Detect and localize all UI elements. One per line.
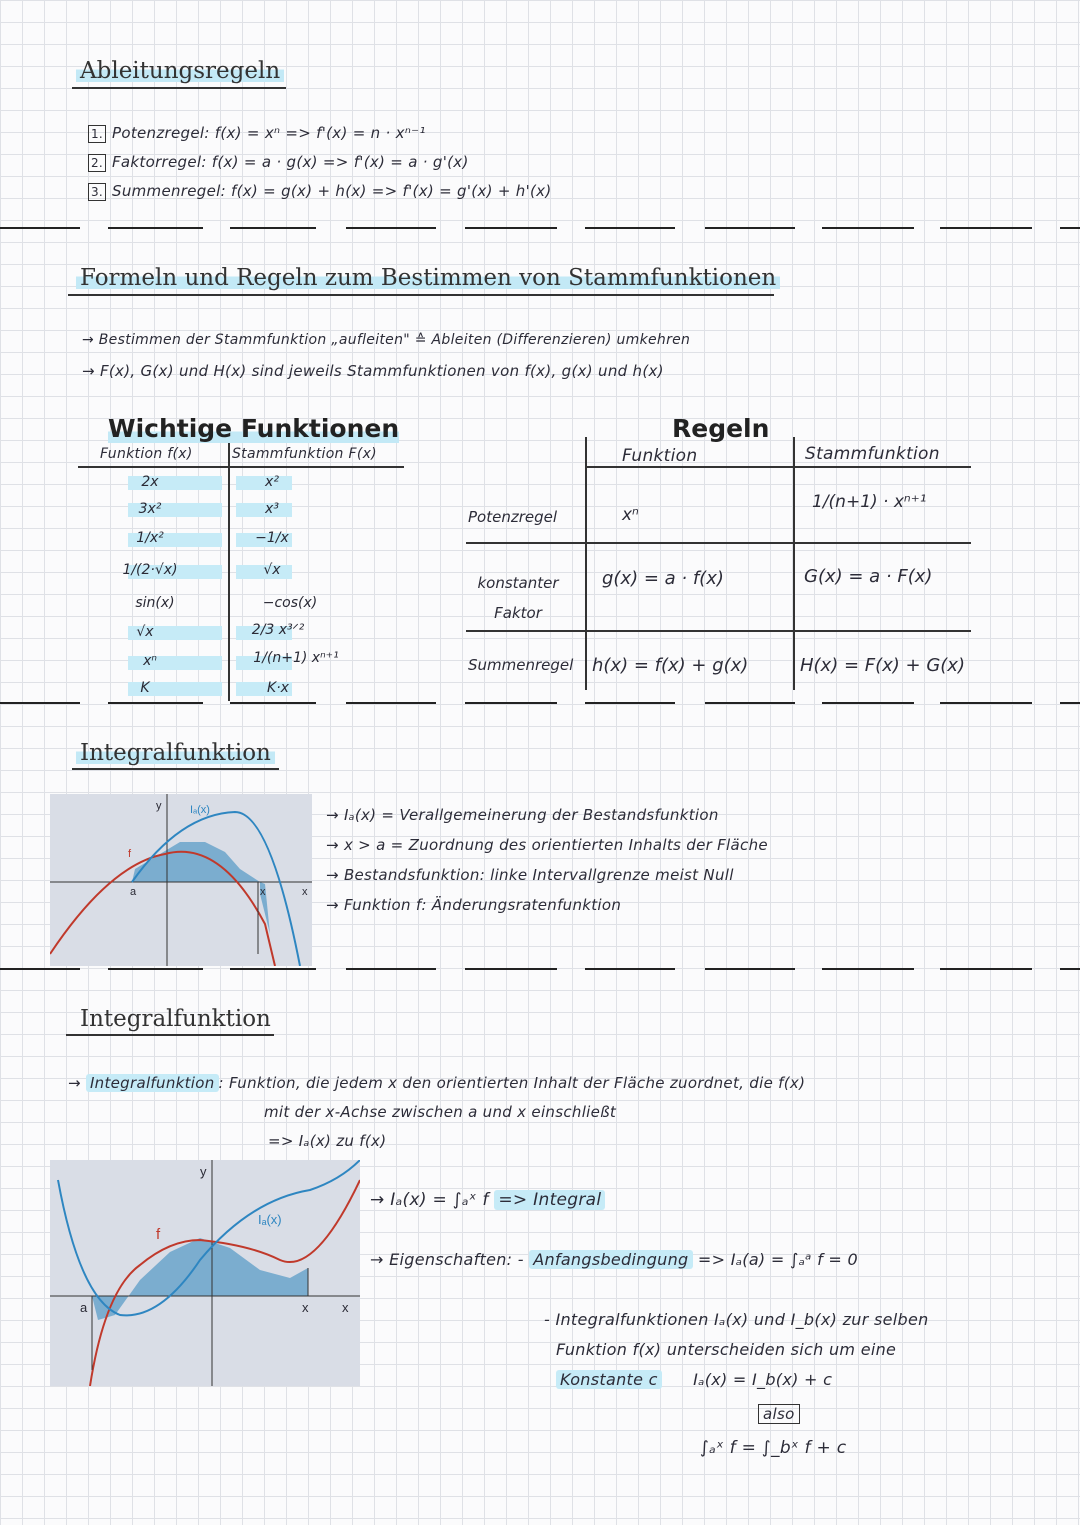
graph1-a-label: a (130, 886, 137, 898)
arrow-icon: → (326, 866, 344, 884)
arrow-icon: → (326, 836, 344, 854)
graph1-f-label: f (128, 848, 132, 860)
section2-underline (68, 294, 774, 296)
rules-row-1-f: xⁿ (622, 505, 639, 525)
graph1-curve-label: Iₐ(x) (190, 804, 210, 816)
important-row-5-F: −cos(x) (262, 595, 318, 611)
diff-line-2: Funktion f(x) unterscheiden sich um eine (556, 1340, 897, 1359)
arrow-icon: → (370, 1190, 391, 1210)
definition-line-1 (68, 1074, 805, 1092)
rule-3 (88, 182, 552, 201)
properties-label: Eigenschaften: - (389, 1250, 524, 1269)
important-row-1-F: x² (265, 474, 279, 490)
initial-condition: Anfangsbedingung (529, 1250, 692, 1269)
final-expr: ∫ₐˣ f = ∫_bˣ f + c (700, 1438, 847, 1458)
graph2-a-label: a (80, 1300, 88, 1315)
graph2-x-mark: x (302, 1300, 309, 1315)
definition-line-2: mit der x-Achse zwischen a und x einschließt (264, 1103, 617, 1121)
definition-line-3: => Iₐ(x) zu f(x) (268, 1132, 387, 1150)
rules-col1: Funktion (622, 446, 698, 466)
konstante-label: Konstante c (556, 1370, 662, 1389)
bullet-2-text: F(x), G(x) und H(x) sind jeweils Stammfunktionen von f(x), g(x) und h(x) (99, 362, 664, 380)
rules-row-2-f: g(x) = a · f(x) (602, 568, 724, 589)
arrow-icon: → (326, 806, 344, 824)
important-row-6-f: √x (136, 624, 154, 640)
rules-row-1-name: Potenzregel (468, 508, 558, 526)
rule-2-text: Faktorregel: f(x) = a · g(x) => f'(x) = a · g'(x) (112, 153, 469, 171)
rule-1-number: 1. (88, 125, 106, 143)
important-header-line (78, 466, 404, 468)
bullet-1-text: Bestimmen der Stammfunktion „aufleiten" ≙ Ableiten (Differenzieren) umkehren (98, 332, 691, 348)
rule-2 (88, 153, 469, 172)
definition-label: Integralfunktion (86, 1074, 219, 1092)
rule-3-number: 3. (88, 183, 106, 201)
rule-3-text: Summenregel: f(x) = g(x) + h(x) => f'(x) = g'(x) + h'(x) (112, 182, 552, 200)
arrow-icon: → (326, 896, 344, 914)
konstante-line (556, 1370, 832, 1389)
integral-graph-2-svg (50, 1160, 360, 1386)
section3-bullet-1: → Iₐ(x) = Verallgemeinerung der Bestandsfunktion (326, 806, 719, 824)
rules-row-1-F: 1/(n+1) · xⁿ⁺¹ (812, 492, 927, 512)
section3-bullet-4: → Funktion f: Änderungsratenfunktion (326, 896, 622, 914)
section3-underline (72, 768, 279, 770)
section2-bullet-1 (82, 332, 690, 348)
graph1-x-axis-label: x (302, 886, 308, 898)
important-row-4-f: 1/(2·√x) (122, 562, 178, 578)
graph2-x-axis-label: x (342, 1300, 349, 1315)
graph2-f-label: f (156, 1226, 161, 1243)
integral-expr: ∫ₐˣ f (452, 1190, 489, 1210)
properties (370, 1250, 858, 1269)
rule-1 (88, 124, 426, 143)
important-row-2-F: x³ (265, 501, 279, 517)
integral-graph-1-svg (50, 794, 312, 966)
section4-title: Integralfunktion (80, 1006, 271, 1032)
diff-line-1: - Integralfunktionen Iₐ(x) und I_b(x) zur selben (544, 1310, 929, 1329)
important-col1: Funktion f(x) (100, 446, 193, 462)
important-row-7-f: xⁿ (143, 653, 157, 669)
also-box: also (758, 1404, 800, 1424)
graph2-y-label: y (200, 1164, 207, 1179)
important-row-6-F: 2/3 x³ᐟ² (251, 622, 305, 638)
rules-title: Regeln (672, 414, 770, 443)
important-row-8-F: K·x (267, 680, 289, 696)
section4-underline (66, 1034, 274, 1036)
important-col2: Stammfunktion F(x) (232, 446, 377, 462)
rule-1-text: Potenzregel: f(x) = xⁿ => f'(x) = n · xⁿ⁻¹ (112, 124, 426, 142)
section3-bullet-2: → x > a = Zuordnung des orientierten Inhalts der Fläche (326, 836, 768, 854)
integral-result: => Integral (494, 1190, 605, 1210)
initial-expr: => Iₐ(a) = ∫ₐᵃ f = 0 (697, 1250, 858, 1269)
rules-row-line-1 (466, 542, 971, 544)
important-functions-title: Wichtige Funktionen (108, 414, 400, 443)
section2-bullet-2 (82, 362, 664, 380)
rules-row-3-F: H(x) = F(x) + G(x) (800, 655, 965, 676)
section3-title: Integralfunktion (76, 740, 275, 766)
arrow-icon: → (82, 332, 99, 348)
arrow-icon: → (82, 362, 100, 380)
important-row-3-f: 1/x² (136, 530, 164, 546)
important-row-8-f: K (140, 680, 150, 696)
rule-2-number: 2. (88, 154, 106, 172)
rules-divider-1 (585, 437, 587, 690)
section3-bullet-3: → Bestandsfunktion: linke Intervallgrenze meist Null (326, 866, 734, 884)
rules-row-2-F: G(x) = a · F(x) (804, 566, 933, 587)
rules-col2: Stammfunktion (805, 444, 940, 464)
graph2-curve-label: Iₐ(x) (258, 1212, 282, 1227)
integral-lhs: Iₐ(x) = (390, 1190, 447, 1210)
definition-text-1: : Funktion, die jedem x den orientierten Inhalt der Fläche zuordnet, die f(x) (218, 1074, 806, 1092)
integral-definition (370, 1190, 605, 1210)
arrow-icon: → (370, 1250, 390, 1269)
rules-header-line (585, 466, 971, 468)
rules-divider-2 (793, 437, 795, 690)
important-row-7-F: 1/(n+1) xⁿ⁺¹ (253, 650, 339, 666)
arrow-icon: → (68, 1074, 86, 1092)
important-row-1-f: 2x (141, 474, 159, 490)
important-row-4-F: √x (263, 562, 281, 578)
rules-row-line-2 (466, 630, 971, 632)
important-divider (228, 443, 230, 701)
section2-title: Formeln und Regeln zum Bestimmen von Stammfunktionen (76, 265, 780, 291)
rules-row-3-f: h(x) = f(x) + g(x) (592, 655, 749, 676)
rules-row-3-name: Summenregel (468, 656, 574, 674)
graph1-y-label: y (156, 800, 162, 812)
graph1-x-mark: x (260, 886, 266, 898)
important-row-2-f: 3x² (138, 501, 162, 517)
integral-graph-1 (50, 794, 312, 966)
important-row-5-f: sin(x) (135, 595, 175, 611)
important-row-3-F: −1/x (255, 530, 289, 546)
integral-graph-2 (50, 1160, 360, 1386)
section1-title: Ableitungsregeln (76, 58, 284, 84)
relation: Iₐ(x) = I_b(x) + c (693, 1370, 833, 1389)
rules-row-2-name: konstanter Faktor (477, 574, 559, 622)
section1-underline (72, 87, 286, 89)
